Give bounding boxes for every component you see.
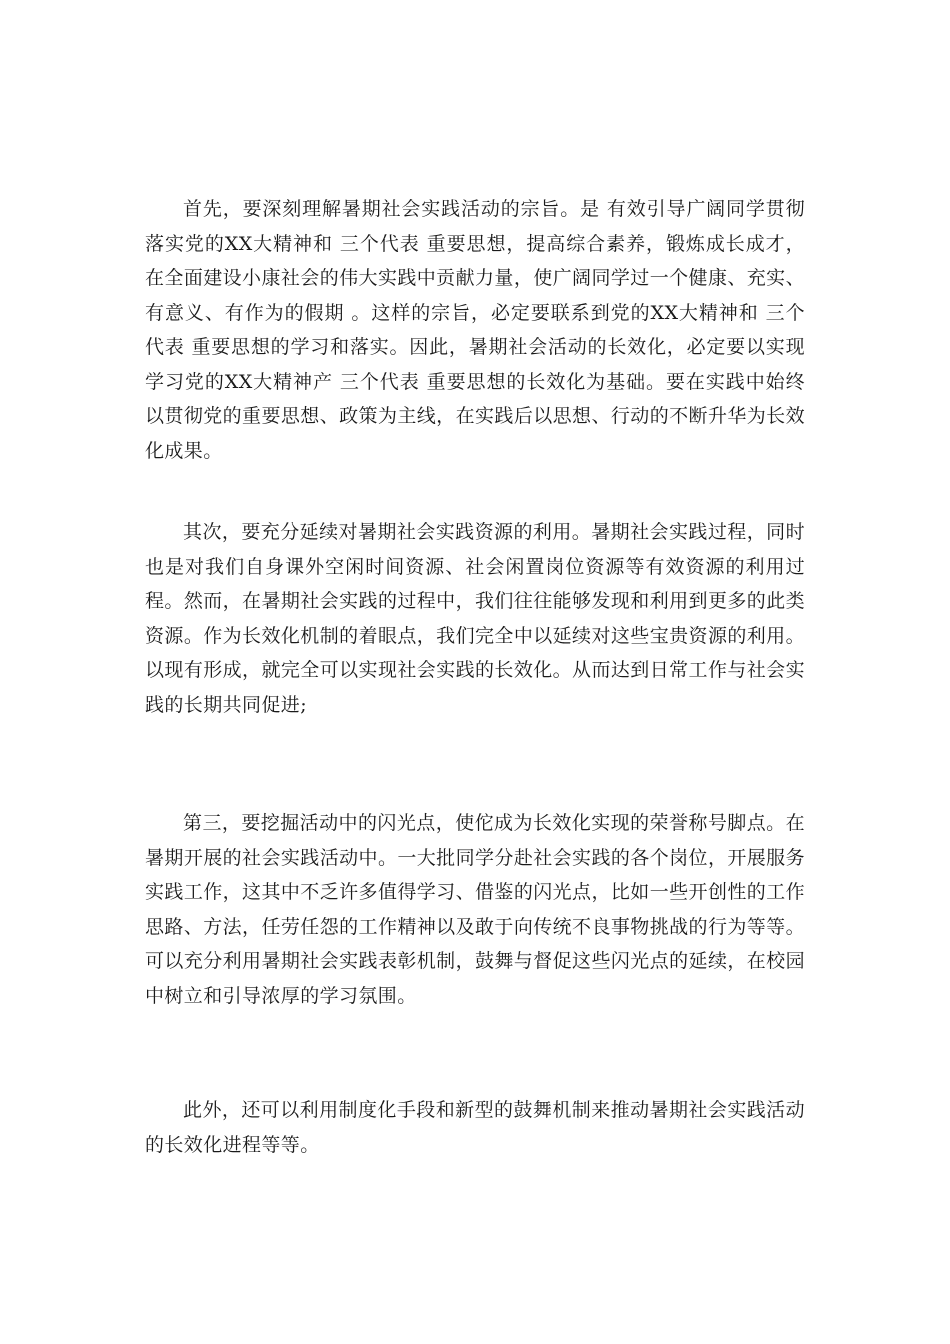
paragraph-resources: 其次，要充分延续对暑期社会实践资源的利用。暑期社会实践过程，同时也是对我们自身课外空闲时间资源、社会闲置岗位资源等有效资源的利用过程。然而，在暑期社会实践的过程中，我们往往能够发现和利用到更多的此类资源。作为长效化机制的着眼点，我们完全中以延续对这些宝贵资源的利用。以现有形成，就完全可以实现社会实践的长效化。从而达到日常工作与社会实践的长期共同促进; [145,521,805,716]
paragraph-incentives: 此外，还可以利用制度化手段和新型的鼓舞机制来推动暑期社会实践活动的长效化进程等等。 [145,1099,805,1156]
paragraph-highlights: 第三，要挖掘活动中的闪光点，使佗成为长效化实现的荣誉称号脚点。在暑期开展的社会实践活动中。一大批同学分赴社会实践的各个岗位，开展服务实践工作，这其中不乏许多值得学习、借鉴的闪光点，比如一些开创性的工作思路、方法，任劳任怨的工作精神以及敢于向传统不良事物挑战的行为等等。可以充分利用暑期社会实践表彰机制，鼓舞与督促这些闪光点的延续，在校园中树立和引导浓厚的学习氛围。 [145,812,805,1007]
paragraph-purpose: 首先，要深刻理解暑期社会实践活动的宗旨。是 有效引导广阔同学贯彻落实党的XX大精神和 三个代表 重要思想，提高综合素养，锻炼成长成才，在全面建设小康社会的伟大实践中贡献力量，使广阔同学过一个健康、充实、有意义、有作为的假期 。这样的宗旨，必定要联系到党的XX大精神和 三个代表 重要思想的学习和落实。因此，暑期社会活动的长效化，必定要以实现学习党的XX大精神产 三个代表 重要思想的长效化为基础。要在实践中始终以贯彻党的重要思想、政策为主线，在实践后以思想、行动的不断升华为长效化成果。 [145,198,805,462]
